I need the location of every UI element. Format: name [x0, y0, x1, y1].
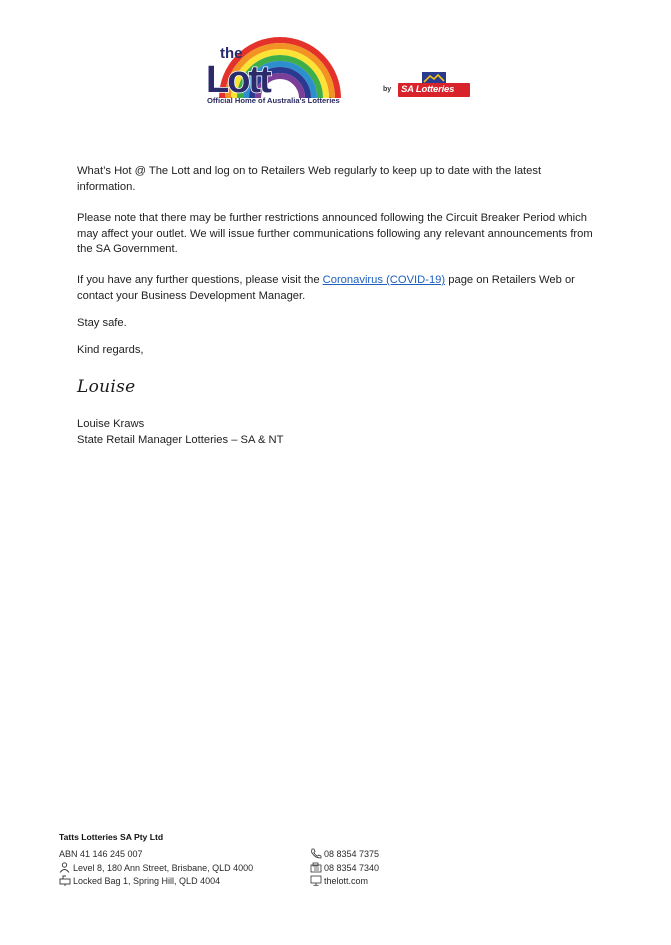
- sa-lotteries-logo: [398, 72, 472, 99]
- footer-website[interactable]: thelott.com: [324, 875, 369, 886]
- logo-tagline: Official Home of Australia's Lotteries: [207, 96, 340, 105]
- signer-name: Louise Kraws: [77, 418, 145, 430]
- footer-website-row: [310, 875, 368, 886]
- footer-mail: Locked Bag 1, Spring Hill, QLD 4004: [73, 875, 221, 886]
- logo-lott-text: Lott: [206, 59, 270, 101]
- paragraph-questions: [77, 273, 597, 304]
- phone-icon: [310, 848, 322, 859]
- fax-icon: [310, 862, 322, 873]
- footer-fax-row: [310, 862, 379, 873]
- logo-the-text: the: [220, 45, 243, 62]
- paragraph-questions-end: page on Retailers Web or contact your Business Development Manager.: [77, 274, 575, 302]
- footer-abn: ABN 41 146 245 007: [59, 849, 143, 859]
- footer-fax: 08 8354 7340: [324, 862, 380, 873]
- person-icon: [59, 862, 71, 873]
- signoff-block: [77, 417, 283, 448]
- footer-mail-row: [59, 875, 220, 886]
- paragraph-hot-lott: What’s Hot @ The Lott and log on to Retailers Web regularly to keep up to date with the latest information.: [77, 165, 542, 193]
- footer-phone-row: [310, 848, 379, 859]
- paragraph-questions-start: If you have any further questions, please visit the: [77, 274, 323, 286]
- signer-title: State Retail Manager Lotteries – SA & NT: [77, 433, 284, 446]
- coronavirus-link[interactable]: Coronavirus (COVID-19): [322, 274, 446, 286]
- footer-abn-row: [59, 849, 143, 859]
- monitor-icon: [310, 875, 322, 886]
- kind-regards-text: Kind regards,: [77, 344, 144, 356]
- footer-address: Level 8, 180 Ann Street, Brisbane, QLD 4000: [73, 862, 254, 873]
- by-label: by: [383, 86, 392, 93]
- stay-safe-text: Stay safe.: [77, 317, 127, 329]
- sa-logo-text: SA Lotteries: [401, 84, 455, 95]
- footer-phone: 08 8354 7375: [324, 848, 380, 859]
- footer-address-row: [59, 862, 253, 873]
- footer-company-name: Tatts Lotteries SA Pty Ltd: [59, 832, 164, 842]
- handwritten-signature: Louise: [77, 377, 136, 397]
- paragraph-restrictions: Please note that there may be further restrictions announced following the Circuit Breaker Period which may affect your outlet. We will issue further communications following any relevant announcements from the SA Government.: [77, 212, 593, 256]
- mailbox-icon: [59, 875, 71, 886]
